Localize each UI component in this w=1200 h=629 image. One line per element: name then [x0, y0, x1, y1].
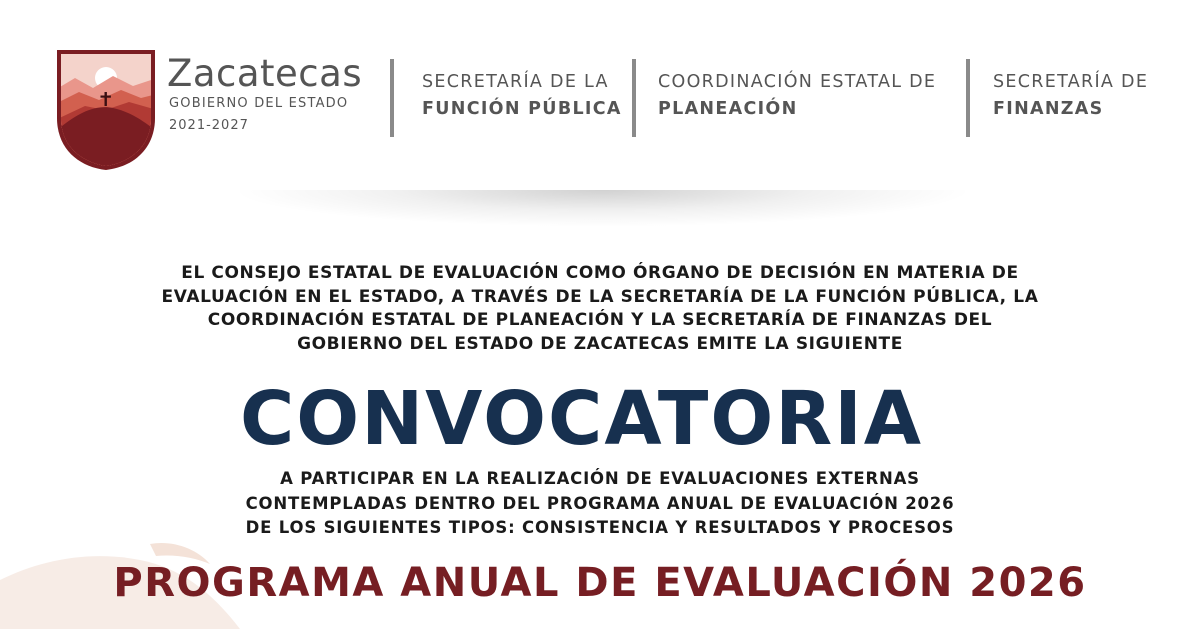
secretaria-finanzas [993, 72, 1148, 119]
government-title: Zacatecas [167, 52, 363, 95]
convocatoria-title: CONVOCATORIA [240, 376, 924, 462]
zacatecas-shield-logo [55, 48, 157, 170]
intro-paragraph [100, 262, 1100, 356]
divider [966, 59, 970, 137]
coordinacion-planeacion [658, 72, 936, 119]
header-shadow-divider [240, 190, 965, 226]
secretaria-line2: PLANEACIÓN [658, 99, 798, 119]
subtitle-line: CONTEMPLADAS DENTRO DEL PROGRAMA ANUAL DE EVALUACIÓN 2026 [245, 493, 955, 513]
secretaria-line1: SECRETARÍA DE [993, 72, 1149, 92]
intro-line: COORDINACIÓN ESTATAL DE PLANEACIÓN Y LA SECRETARÍA DE FINANZAS DEL [207, 310, 993, 330]
government-subtitle: GOBIERNO DEL ESTADO [169, 96, 349, 111]
header [0, 0, 1200, 180]
subtitle-line: A PARTICIPAR EN LA REALIZACIÓN DE EVALUACIONES EXTERNAS [280, 469, 920, 488]
secretaria-line1: COORDINACIÓN ESTATAL DE [658, 72, 937, 92]
intro-line: GOBIERNO DEL ESTADO DE ZACATECAS EMITE LA SIGUIENTE [297, 333, 903, 354]
government-years: 2021-2027 [169, 118, 249, 133]
secretaria-line1: SECRETARÍA DE LA [422, 72, 609, 92]
secretaria-funcion-publica [422, 72, 622, 119]
subtitle-line: DE LOS SIGUIENTES TIPOS: CONSISTENCIA Y RESULTADOS Y PROCESOS [245, 518, 955, 537]
intro-line: EVALUACIÓN EN EL ESTADO, A TRAVÉS DE LA SECRETARÍA DE LA FUNCIÓN PÚBLICA, LA [161, 286, 1039, 307]
program-title: PROGRAMA ANUAL DE EVALUACIÓN 2026 [113, 560, 1087, 606]
divider [632, 59, 636, 137]
divider [390, 59, 394, 137]
intro-line: EL CONSEJO ESTATAL DE EVALUACIÓN COMO ÓRGANO DE DECISIÓN EN MATERIA DE [181, 263, 1019, 283]
secretaria-line2: FINANZAS [993, 99, 1104, 119]
secretaria-line2: FUNCIÓN PÚBLICA [422, 99, 622, 119]
